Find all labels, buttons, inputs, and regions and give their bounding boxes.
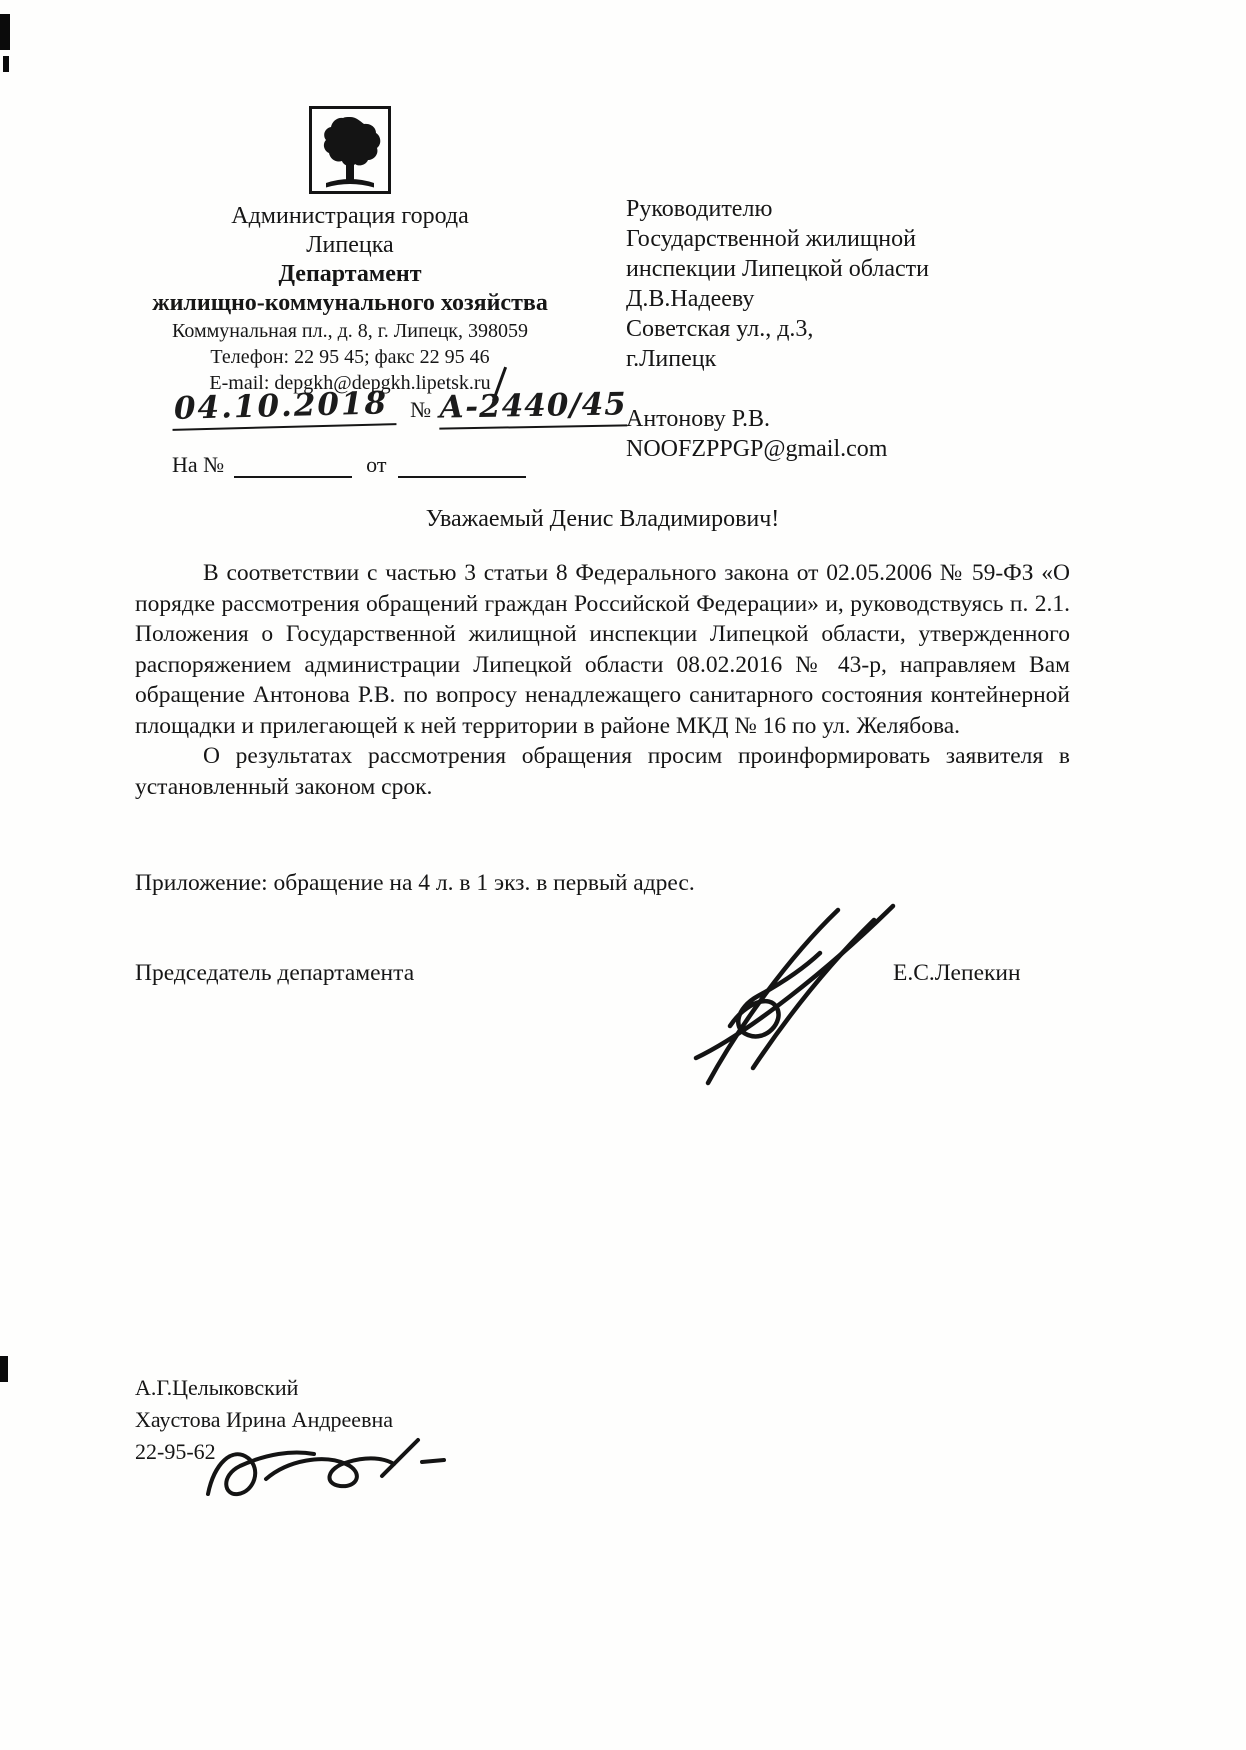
- org-address: Коммунальная пл., д. 8, г. Липецк, 398059: [172, 320, 528, 342]
- attachment-line: Приложение: обращение на 4 л. в 1 экз. в первый адрес.: [135, 870, 695, 896]
- reference-na-label: На №: [172, 452, 225, 477]
- executor-name-2: Хаустова Ирина Андреевна: [135, 1407, 393, 1432]
- second-addressee-name: Антонову Р.В.: [626, 406, 771, 432]
- executor-name-1: А.Г.Целыковский: [135, 1375, 299, 1400]
- body-paragraph-1: В соответствии с частью 3 статьи 8 Федерального закона от 02.05.2006 № 59-ФЗ «О порядке рассмотрения обращений граждан Российской Федерации» и, руководствуясь п. 2.1. Положения о Государственной жилищной инспекции Липецкой области, утвержденного распоряжением администрации Липецкой области 08.02.2016 № 43-р, направляем Вам обращение Антонова Р.В. по вопросу ненадлежащего санитарного состояния контейнерной площадки и прилегающей к ней территории в районе МКД № 16 по ул. Желябова.: [135, 560, 1070, 739]
- dept-name-line-2: жилищно-коммунального хозяйства: [152, 290, 548, 316]
- org-name-line-2: Липецка: [306, 232, 394, 258]
- executor-handwritten-signature: [196, 1424, 446, 1524]
- recipient-line: Советская ул., д.3,: [626, 316, 814, 342]
- outgoing-registration-row: [172, 385, 628, 428]
- lepekin-handwritten-signature: [678, 898, 898, 1098]
- org-phone: Телефон: 22 95 45; факс 22 95 46: [210, 346, 490, 368]
- reference-number-blank: [234, 452, 352, 478]
- recipient-gap: [626, 374, 1056, 404]
- dept-name-line-1: Департамент: [278, 261, 422, 287]
- incoming-reference-row: [172, 452, 526, 478]
- outgoing-date-handwritten: 04.10.2018: [172, 385, 397, 431]
- recipient-line: Государственной жилищной: [626, 226, 916, 252]
- recipient-line: Руководителю: [626, 196, 773, 222]
- scan-artifact: [3, 56, 9, 72]
- reference-ot-label: от: [366, 452, 387, 477]
- scan-artifact: [0, 14, 10, 50]
- recipient-line: Д.В.Надееву: [626, 286, 755, 312]
- executor-phone: 22-95-62: [135, 1439, 216, 1464]
- body-paragraph-2: О результатах рассмотрения обращения просим проинформировать заявителя в установленный законом срок.: [135, 743, 1070, 800]
- letterhead: [108, 106, 592, 396]
- salutation: Уважаемый Денис Владимирович!: [425, 506, 780, 532]
- scan-artifact: [0, 1356, 8, 1382]
- tree-icon: [309, 106, 391, 194]
- lipetsk-coat-of-arms-logo: [309, 106, 391, 194]
- org-name-line-1: Администрация города: [231, 203, 469, 229]
- second-addressee-email: NOOFZPPGP@gmail.com: [626, 436, 888, 462]
- outgoing-number-handwritten: А-2440/45: [439, 386, 628, 429]
- recipient-line: инспекции Липецкой области: [626, 256, 929, 282]
- signer-name: Е.С.Лепекин: [893, 960, 1021, 986]
- recipient-block: [626, 194, 1056, 464]
- letter-body: [135, 558, 1070, 802]
- signer-position: Председатель департамента: [135, 960, 415, 986]
- outgoing-number-label: №: [410, 397, 432, 422]
- recipient-line: г.Липецк: [626, 346, 717, 372]
- org-email: E-mail: depgkh@depgkh.lipetsk.ru: [209, 372, 491, 394]
- reference-date-blank: [398, 452, 526, 478]
